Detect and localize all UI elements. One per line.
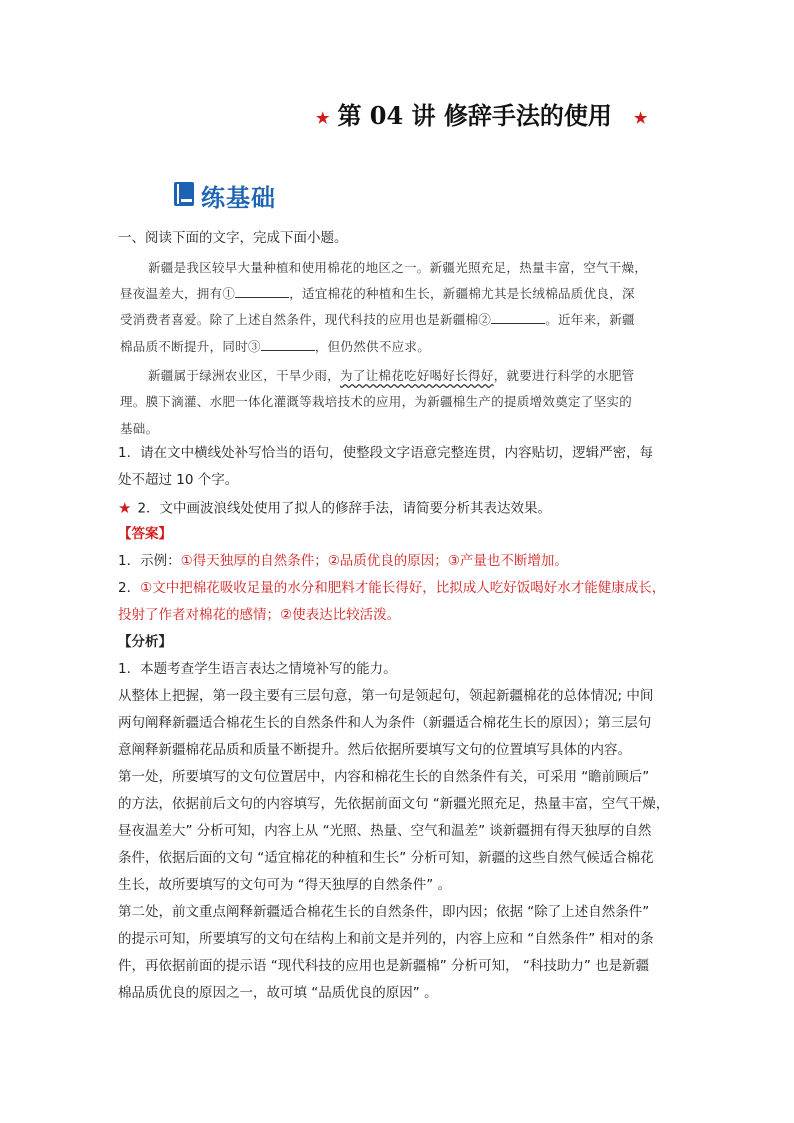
answer-1: 1．示例：①得天独厚的自然条件；②品质优良的原因；③产量也不断增加。 <box>118 553 568 569</box>
analysis-line: 棉品质优良的原因之一，故可填 “品质优良的原因” 。 <box>118 985 438 1001</box>
passage-line: 昼夜温差大，拥有① ，适宜棉花的种植和生长，新疆棉尤其是长绒棉品质优良，深 <box>120 286 635 301</box>
analysis-line: 件，再依据前面的提示语 “现代科技的应用也是新疆棉” 分析可知， “科技助力” 也是新疆 <box>118 958 650 974</box>
analysis-line: 1．本题考查学生语言表达之情境补写的能力。 <box>118 661 397 677</box>
analysis-line: 第一处，所要填写的文句位置居中，内容和棉花生长的自然条件有关，可采用 “瞻前顾后” <box>118 769 650 785</box>
passage-line: 基础。 <box>120 421 159 436</box>
question-1-line: 处不超过 10 个字。 <box>118 472 239 488</box>
analysis-line: 两句阐释新疆适合棉花生长的自然条件和人为条件（新疆适合棉花生长的原因）；第三层句 <box>118 715 652 731</box>
wavy-underlined-phrase: 为了让棉花吃好喝好长得好 <box>340 368 494 383</box>
page-title: 第 04 讲 修辞手法的使用 <box>337 101 612 130</box>
page-title-row <box>316 96 647 131</box>
question-1-line: 1．请在文中横线处补写恰当的语句，使整段文字语意完整连贯，内容贴切，逻辑严密，每 <box>118 445 654 461</box>
analysis-line: 条件，依据后面的文句 “适宜棉花的种植和生长” 分析可知，新疆的这些自然气候适合棉花 <box>118 850 654 866</box>
question-2: 2．文中画波浪线处使用了拟人的修辞手法，请简要分析其表达效果。 <box>137 500 552 517</box>
analysis-line: 从整体上把握，第一段主要有三层句意，第一句是领起句，领起新疆棉花的总体情况; 中间 <box>118 688 654 704</box>
passage-line: 棉品质不断提升，同时③ ，但仍然供不应求。 <box>120 339 431 354</box>
analysis-heading: 【分析】 <box>118 634 172 650</box>
analysis-line: 意阐释新疆棉花品质和质量不断提升。然后依据所要填写文句的位置填写具体的内容。 <box>118 742 631 758</box>
star-icon: ★ <box>633 108 648 127</box>
star-icon: ★ <box>316 108 330 127</box>
analysis-line: 的提示可知，所要填写的文句在结构上和前文是并列的，内容上应和 “自然条件” 相对的条 <box>118 931 654 947</box>
answer-heading: 【答案】 <box>118 526 172 542</box>
analysis-line: 第二处，前文重点阐释新疆适合棉花生长的自然条件，即内因；依据 “除了上述自然条件” <box>118 904 650 920</box>
answer-blank <box>261 338 315 351</box>
question-2-row <box>118 501 551 516</box>
answer-2-cont: 投射了作者对棉花的感情；②使表达比较活泼。 <box>118 607 401 623</box>
answer-blank <box>235 285 289 298</box>
section-title: 练基础 <box>201 184 276 212</box>
question-intro: 一、阅读下面的文字，完成下面小题。 <box>118 230 348 246</box>
passage-line: 新疆是我区较早大量种植和使用棉花的地区之一。新疆光照充足，热量丰富，空气干燥， <box>148 260 648 275</box>
passage-line: 新疆属于绿洲农业区，干旱少雨，为了让棉花吃好喝好长得好，就要进行科学的水肥管 <box>148 368 635 383</box>
book-icon <box>173 181 195 207</box>
analysis-line: 的方法，依据前后文句的内容填写，先依据前面文句 “新疆光照充足，热量丰富，空气干燥， <box>118 796 670 812</box>
answer-blank <box>491 311 545 324</box>
star-icon: ★ <box>118 499 132 517</box>
passage-line: 理。膜下滴灌、水肥一体化灌溉等栽培技术的应用，为新疆棉生产的提质增效奠定了坚实的 <box>120 394 633 409</box>
analysis-line: 昼夜温差大” 分析可知，内容上从 “光照、热量、空气和温差” 谈新疆拥有得天独厚的自然 <box>118 823 652 839</box>
answer-2: 2．①文中把棉花吸收足量的水分和肥料才能长得好，比拟成人吃好饭喝好水才能健康成长， <box>118 580 666 596</box>
passage-line: 受消费者喜爱。除了上述自然条件，现代科技的应用也是新疆棉② 。近年来，新疆 <box>120 312 635 327</box>
analysis-line: 生长，故所要填写的文句可为 “得天独厚的自然条件” 。 <box>118 877 452 893</box>
